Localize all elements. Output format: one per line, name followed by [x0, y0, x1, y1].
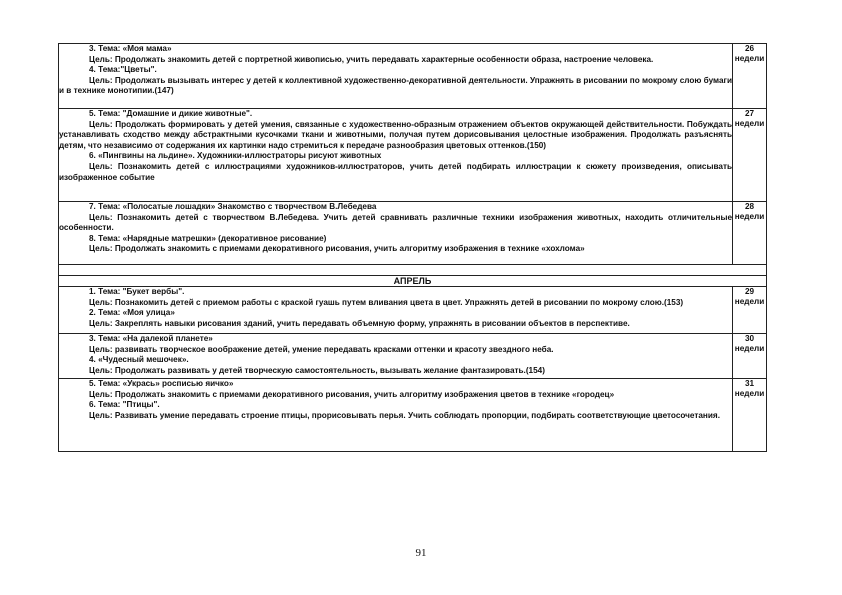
- week-content: [59, 334, 733, 379]
- plan-line: 6. «Пингвины на льдине». Художники-иллюстраторы рисуют животных: [89, 151, 382, 161]
- week-number: 28: [744, 202, 755, 211]
- plan-line: Цель: Продолжать знакомить детей с портретной живописью, учить передавать характерные особенности образа, настроение человека.: [89, 54, 654, 64]
- plan-line: 2. Тема: «Моя улица»: [89, 308, 175, 318]
- plan-line: Цель: Развивать умение передавать строение птицы, прорисовывать перья. Учить соблюдать пропорции, подбирать соответствующие цветосочетания.: [89, 410, 720, 420]
- plan-line: Цель: Познакомить детей с творчеством В.Лебедева. Учить детей сравнивать различные техники изображения животных, находить отличительные особенности.: [59, 212, 732, 233]
- spacer-row: [59, 265, 767, 276]
- week-cell: [733, 202, 767, 265]
- plan-line: 4. «Чудесный мешочек».: [89, 355, 189, 365]
- april-weeks: [59, 287, 767, 452]
- page-number: 91: [415, 547, 427, 559]
- plan-line: 3. Тема: «На далекой планете»: [89, 334, 213, 343]
- plan-line: Цель: Познакомить детей с приемом работы с краской гуашь путем вливания цвета в цвет. Упражнять детей в рисовании по мокрому слою.(153): [89, 297, 684, 307]
- week-number: 29: [744, 287, 755, 296]
- week-label: недели: [734, 344, 765, 353]
- week-number: 31: [744, 379, 755, 388]
- plan-line: Цель: Продолжать вызывать интерес у детей к коллективной художественно-декоративной деятельности. Упражнять в рисовании по мокрому слою бумаги и в технике монотипии.(147): [59, 75, 732, 96]
- plan-line: 6. Тема: "Птицы".: [89, 400, 160, 410]
- week-row: [59, 109, 767, 202]
- month-title: АПРЕЛЬ: [59, 276, 767, 287]
- week-cell: [733, 334, 767, 379]
- week-content: [59, 287, 733, 334]
- week-content: [59, 44, 733, 109]
- week-label: недели: [734, 119, 765, 128]
- plan-line: 4. Тема:"Цветы".: [89, 65, 157, 75]
- week-row: [59, 202, 767, 265]
- week-content: [59, 109, 733, 202]
- week-number: 27: [744, 109, 755, 118]
- plan-line: 5. Тема: "Домашние и дикие животные".: [89, 109, 253, 118]
- month-header-group: [59, 265, 767, 287]
- week-label: недели: [734, 54, 765, 63]
- week-number: 30: [744, 334, 755, 343]
- plan-line: 1. Тема: "Букет вербы".: [89, 287, 185, 296]
- week-cell: [733, 379, 767, 452]
- week-row: [59, 44, 767, 109]
- month-row: [59, 276, 767, 287]
- week-cell: [733, 109, 767, 202]
- week-content: [59, 202, 733, 265]
- week-content: [59, 379, 733, 452]
- plan-line: 7. Тема: «Полосатые лошадки» Знакомство с творчеством В.Лебедева: [89, 202, 377, 211]
- week-number: 26: [744, 44, 755, 53]
- plan-line: 8. Тема: «Нарядные матрешки» (декоративное рисование): [89, 233, 327, 243]
- plan-line: Цель: Закреплять навыки рисования зданий, учить передавать объемную форму, упражнять в рисовании объектов в перспективе.: [89, 318, 630, 328]
- plan-line: 3. Тема: «Моя мама»: [89, 44, 172, 53]
- plan-line: 5. Тема: «Укрась» росписью яичко»: [89, 379, 234, 388]
- week-row: [59, 287, 767, 334]
- week-cell: [733, 44, 767, 109]
- plan-line: Цель: Продолжать формировать у детей умения, связанные с художественно-образным отражением объектов окружающей действительности. Побуждать устанавливать сходство между абстрактными кусочками ткани и животными, получая путем дорисовывания целостные изображения. Продолжать разъяснять детям, что независимо от содержания их картинки надо стремиться к передаче разнообразия цветовых оттенков.(150): [59, 119, 732, 150]
- plan-line: Цель: развивать творческое воображение детей, умение передавать красками оттенки и красоту звездного неба.: [89, 344, 554, 354]
- week-row: [59, 334, 767, 379]
- march-weeks: [59, 44, 767, 265]
- plan-line: Цель: Продолжать развивать у детей творческую самостоятельность, вызывать желание фантазировать.(154): [89, 365, 545, 375]
- week-cell: [733, 287, 767, 334]
- week-row: [59, 379, 767, 452]
- plan-line: Цель: Продолжать знакомить с приемами декоративного рисования, учить алгоритму изображения в технике «хохлома»: [89, 244, 585, 254]
- plan-line: Цель: Познакомить детей с иллюстрациями художников-иллюстраторов, учить детей подбирать иллюстрации к сюжету произведения, описывать изображенное событие: [59, 161, 732, 182]
- plan-table: [58, 43, 767, 452]
- week-label: недели: [734, 297, 765, 306]
- week-label: недели: [734, 212, 765, 221]
- plan-line: Цель: Продолжать знакомить с приемами декоративного рисования, учить алгоритму изображения цветов в технике «городец»: [89, 389, 615, 399]
- week-label: недели: [734, 389, 765, 398]
